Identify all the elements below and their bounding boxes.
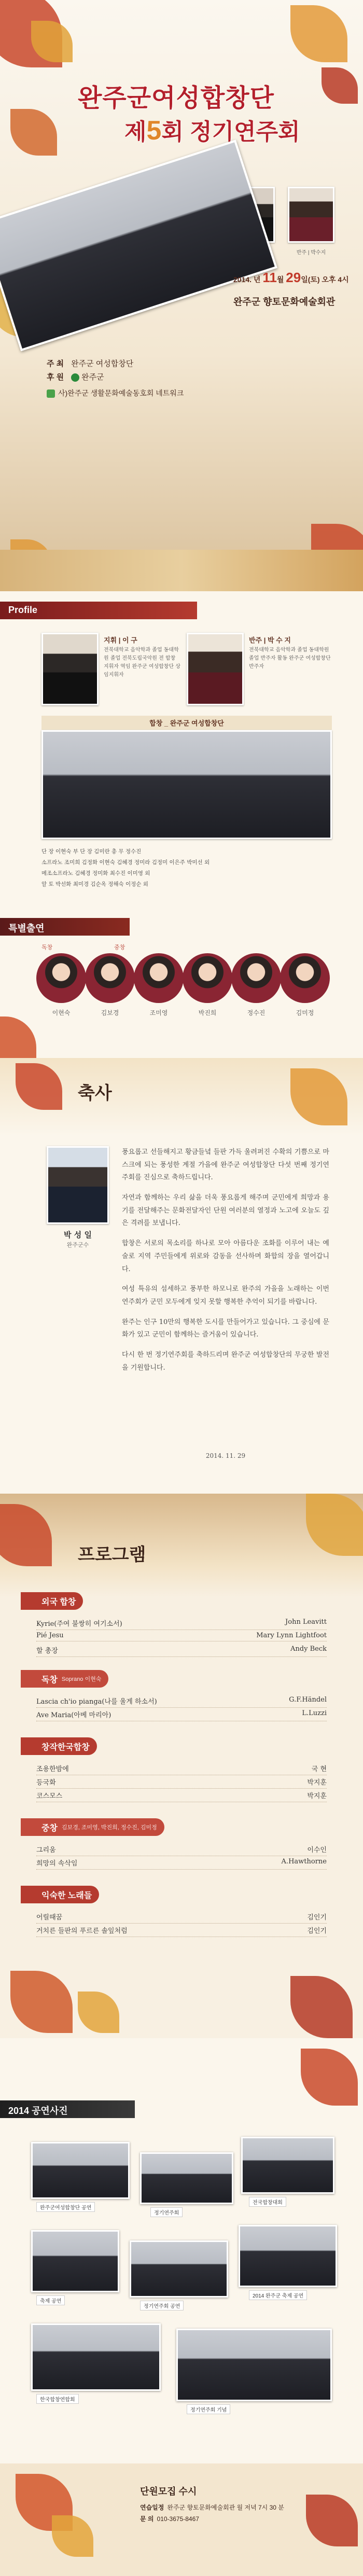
- gallery-photo: [140, 2152, 233, 2204]
- governor-role: 완주군수: [66, 1242, 89, 1248]
- concert-date: [233, 270, 358, 286]
- members-line: 소프라노 조미희 김정화 이현숙 김혜경 정미라 김정미 이은주 박미선 외: [41, 859, 210, 866]
- performer-name: 박진희: [198, 1009, 217, 1017]
- footer-section: [0, 2463, 363, 2576]
- autumn-leaf-decoration: [78, 1992, 119, 2033]
- gallery-caption: 정기연주회 공연: [140, 2301, 184, 2310]
- poster-subtitle-pre: 제: [124, 119, 147, 145]
- poster-subtitle-post: 회 정기연주회: [161, 119, 300, 145]
- program-row: 조용한밤에 국 현: [36, 1763, 327, 1775]
- gallery-photo: [31, 2142, 130, 2199]
- network-logo-icon: [47, 389, 55, 398]
- performer-name: 이현숙: [52, 1009, 71, 1017]
- profile-pianist-photo: [187, 633, 244, 705]
- pianist-photo: [288, 187, 334, 243]
- footer-recruit-title: 단원모집 수시: [140, 2486, 197, 2497]
- special-header: 특별출연: [0, 918, 130, 936]
- program-section-title: 외국 합창: [21, 1592, 83, 1610]
- greeting-title: 축사: [78, 1083, 112, 1104]
- autumn-leaf-decoration: [0, 1017, 36, 1058]
- greeting-paragraph: 완주는 인구 10만의 행복한 도시를 만들어가고 있습니다. 그 중심에 문화가 있고 군민이 함께하는 즐거움이 있습니다.: [122, 1318, 329, 1339]
- program-row: 등국화 박지훈: [36, 1777, 327, 1789]
- program-row: Lascia ch'io pianga(나를 울게 하소서) G.F.Händel: [36, 1696, 327, 1708]
- profile-conductor-photo: [41, 633, 99, 705]
- greeting-paragraph: 합창은 서로의 목소리를 하나로 모아 아름다운 조화를 이루어 내는 예술로 지역 주민들에게 위로와 감동을 선사하며 화합의 장을 열어갑니다.: [122, 1240, 329, 1273]
- performer-photo: [85, 953, 135, 1003]
- wanju-logo-icon: [71, 373, 79, 382]
- gallery-caption: 한국합창연합회: [36, 2394, 79, 2404]
- program-section-title: 중창 김보경, 조미영, 박진희, 정수진, 김미정: [21, 1818, 164, 1836]
- date-month: 11: [262, 270, 277, 285]
- governor-name: 박 성 일: [64, 1230, 92, 1240]
- phone-value: 010-3675-8467: [157, 2515, 199, 2523]
- profile-conductor-title: 지휘 | 이 구: [104, 636, 137, 644]
- program-row: Ave Maria(아베 마리아) L.Luzzi: [36, 1709, 327, 1721]
- choir-photo-banner: [0, 140, 277, 351]
- date-year: 2014. 년: [233, 275, 261, 284]
- program-section-title: 익숙한 노래들: [21, 1886, 99, 1903]
- gallery-caption: 2014 완주군 축제 공연: [249, 2290, 307, 2300]
- pianist-caption: 반주 | 박수지: [296, 250, 326, 256]
- greeting-body: [122, 1146, 329, 1382]
- performer-name: 정수진: [247, 1009, 266, 1017]
- date-day: 29: [286, 270, 301, 285]
- performer-name: 김미정: [296, 1009, 314, 1017]
- profile-members: [41, 846, 332, 890]
- concert-venue: 완주군 향토문화예술회관: [233, 297, 336, 307]
- gallery-caption: 축제 공연: [36, 2295, 65, 2305]
- performer-photo: [134, 953, 184, 1003]
- greeting-section: [0, 1058, 363, 1494]
- gallery-caption: 정기연주회 기념: [187, 2404, 230, 2414]
- profile-section: [0, 591, 363, 913]
- autumn-leaf-decoration: [290, 5, 347, 62]
- gallery-header: 2014 공연사진: [0, 2100, 135, 2118]
- profile-header: Profile: [0, 602, 197, 619]
- gallery-photo: [130, 2240, 228, 2297]
- profile-choir-title: 합창 _ 완주군 여성합창단: [41, 716, 332, 730]
- program-row: 코스모스 박지훈: [36, 1790, 327, 1802]
- program-row: 어릴때꿈 김인기: [36, 1912, 327, 1924]
- gallery-caption: 정기연주회: [150, 2207, 183, 2217]
- program-section: [0, 1494, 363, 2038]
- performer-photo: [231, 953, 281, 1003]
- program-row: 거치른 들판의 푸르른 솔잎처럼 김인기: [36, 1925, 327, 1937]
- performer-photo: [36, 953, 86, 1003]
- members-line: 단 장 이현숙 부 단 장 김미란 총 무 정수진: [41, 848, 142, 855]
- gallery-caption: 전국합창대회: [249, 2197, 286, 2207]
- program-row: 그리움 이수인: [36, 1844, 327, 1856]
- greeting-paragraph: 풍요롭고 선들해지고 황금들녘 들판 가득 울려퍼진 수확의 기쁨으로 마스크에 되는 풍성한 계절 가을에 완주군 여성합창단 다섯 번째 정기연주회를 진심으로 축하드립니다.: [122, 1148, 329, 1182]
- footer-practice: [140, 2503, 284, 2512]
- practice-value: 완주군 향토문화예술회관 월 저녁 7시 30 분: [167, 2504, 284, 2511]
- poster-subtitle-num: 5: [146, 116, 162, 146]
- sponsor-value: 완주군: [81, 373, 104, 382]
- autumn-leaf-decoration: [306, 2495, 358, 2546]
- program-title: 프로그램: [78, 1544, 146, 1565]
- autumn-leaf-decoration: [301, 2049, 358, 2106]
- profile-conductor-text: 전북대학교 음악학과 졸업 동대학원 졸업 전북도립국악원 전 합창 지휘자 역임 완주군 여성합창단 상임지휘자: [104, 647, 180, 678]
- performer-photo: [183, 953, 232, 1003]
- greeting-paragraph: 다시 한 번 정기연주회를 축하드리며 완주군 여성합창단의 무궁한 발전을 기원합니다.: [122, 1350, 329, 1372]
- autumn-leaf-decoration: [52, 2515, 93, 2557]
- profile-pianist-title: 반주 | 박 수 지: [249, 636, 291, 644]
- greeting-date: 2014. 11. 29: [205, 1452, 246, 1459]
- poster-bottom-strip: [0, 550, 363, 591]
- performer-photo: [280, 953, 330, 1003]
- members-line: 메조소프라노 김혜경 정미화 최수진 이미영 외: [41, 870, 150, 876]
- poster-section: [0, 0, 363, 591]
- performer-name: 김보경: [101, 1009, 119, 1017]
- host-info: [47, 358, 133, 369]
- date-mid: 월: [276, 275, 284, 284]
- special-group1-label: 독창: [41, 944, 53, 951]
- gallery-photo: [31, 2230, 119, 2292]
- greeting-paragraph: 자연과 함께하는 우리 삶을 더욱 풍요롭게 해주며 군민에게 희망과 용기를 전달해주는 문화전달자인 단원 여러분의 열정과 노고에 오늘도 깊은 격려를 보냅니다.: [122, 1194, 329, 1228]
- profile-choir-photo: [41, 730, 332, 839]
- sponsor-info: [47, 371, 104, 382]
- gallery-caption: 완주군여성합창단 공연: [36, 2202, 95, 2212]
- greeting-paragraph: 여성 특유의 섬세하고 풍부한 하모니로 완주의 가을을 노래하는 이번 연주회가 군민 모두에게 잊지 못할 행복한 추억이 되기를 바랍니다.: [122, 1285, 329, 1306]
- gallery-photo: [241, 2137, 334, 2194]
- host-value: 완주군 여성합창단: [71, 359, 134, 368]
- autumn-leaf-decoration: [10, 109, 57, 156]
- members-line: 알 토 박선화 최미경 김순옥 정해숙 이정순 외: [41, 881, 148, 887]
- sponsor-label: 후 원: [47, 373, 64, 382]
- autumn-leaf-decoration: [10, 1971, 73, 2033]
- phone-label: 문 의: [140, 2515, 154, 2523]
- governor-photo: [47, 1146, 109, 1224]
- performer-name: 조미영: [149, 1009, 168, 1017]
- program-row: 희망의 속삭임 A.Hawthorne: [36, 1858, 327, 1870]
- gallery-section: [0, 2038, 363, 2463]
- special-section: [0, 913, 363, 1058]
- gallery-photo: [239, 2225, 337, 2287]
- gallery-photo: [31, 2323, 161, 2391]
- special-group2-label: 중창: [114, 944, 125, 951]
- poster-title: 완주군여성합창단: [78, 85, 274, 112]
- autumn-leaf-decoration: [290, 1976, 353, 2038]
- org-info: [47, 388, 184, 398]
- program-row: Kyrie(주여 불쌍히 여기소서) John Leavitt: [36, 1618, 327, 1630]
- profile-pianist-text: 전북대학교 음악학과 졸업 동대학원 졸업 반주자 활동 완주군 여성합창단 반주자: [249, 647, 331, 670]
- footer-phone: [140, 2514, 199, 2523]
- date-rest: 일(토) 오후 4시: [301, 275, 349, 284]
- program-row: 할 총장 Andy Beck: [36, 1645, 327, 1657]
- host-label: 주 최: [47, 359, 64, 368]
- program-section-title: 독창 Soprano 이현숙: [21, 1670, 108, 1688]
- practice-label: 연습일정: [140, 2504, 164, 2511]
- gallery-photo: [176, 2329, 332, 2401]
- program-row: Pié Jesu Mary Lynn Lightfoot: [36, 1632, 327, 1641]
- program-section-title: 창작한국합창: [21, 1737, 97, 1755]
- org-value: 사)완주군 생활문화예술동호회 네트워크: [58, 389, 184, 397]
